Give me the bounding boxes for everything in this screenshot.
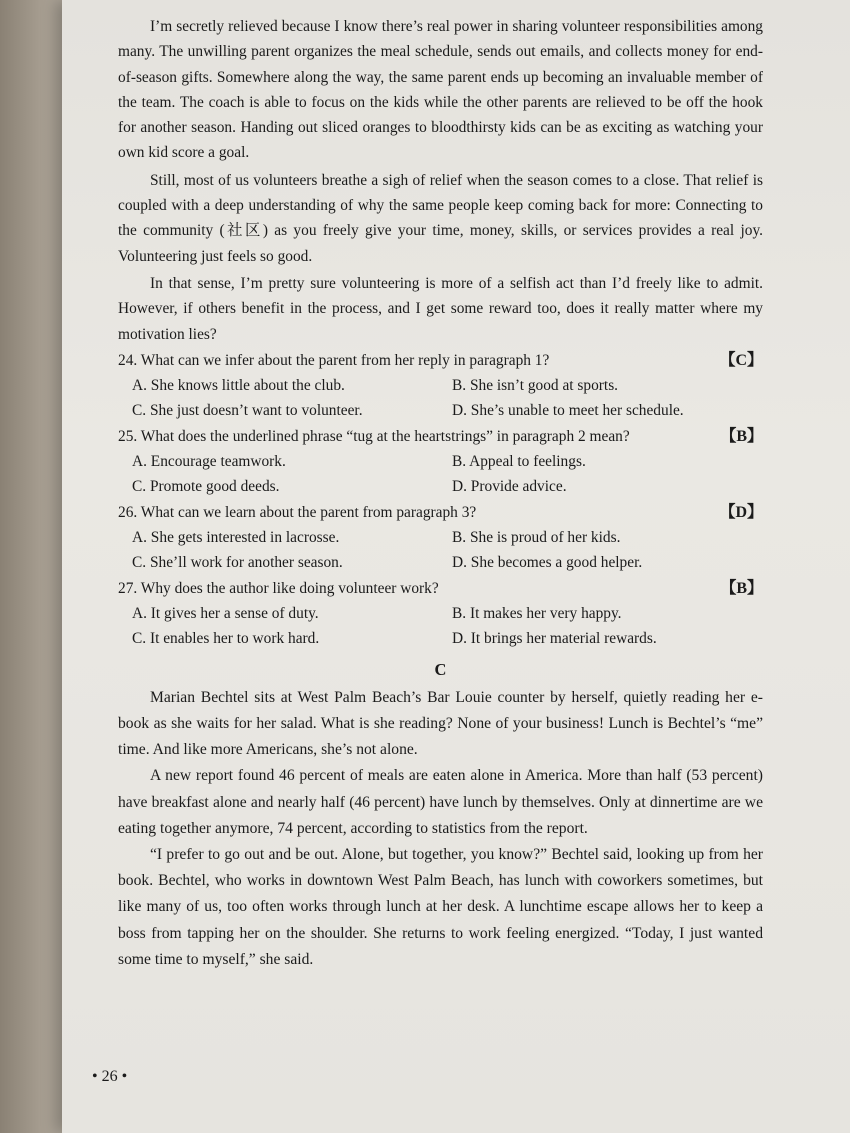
section-heading: C	[434, 660, 447, 680]
option-d: D. She becomes a good helper.	[452, 554, 643, 572]
option-c: C. She’ll work for another season.	[132, 554, 343, 572]
answer-key: 【C】	[719, 351, 763, 369]
question-stem: 26. What can we learn about the parent from paragraph 3?	[118, 503, 477, 521]
answer-key: 【B】	[720, 579, 763, 597]
paragraph: Marian Bechtel sits at West Palm Beach’s Bar Louie counter by herself, quietly reading her e-book as she waits for her salad. What is she reading? None of your business! Lunch is Bechtel’s “me” time. And like more Americans, she’s not alone.	[118, 688, 763, 759]
question-24	[118, 348, 763, 424]
option-b: B. It makes her very happy.	[452, 604, 622, 622]
page-number: • 26 •	[92, 1068, 128, 1085]
option-b: B. She is proud of her kids.	[452, 528, 621, 546]
option-a: A. She gets interested in lacrosse.	[132, 528, 340, 546]
question-stem: 24. What can we infer about the parent from her reply in paragraph 1?	[118, 351, 550, 369]
paragraph: Still, most of us volunteers breathe a sigh of relief when the season comes to a close. That relief is coupled with a deep understanding of why the same people keep coming back for more: Connecting to the community (社区) as you freely give your time, money, skills, or services provides a real joy. Volunteering just feels so good.	[118, 171, 763, 265]
question-stem: 27. Why does the author like doing volunteer work?	[118, 579, 439, 597]
option-a: A. It gives her a sense of duty.	[132, 604, 319, 622]
options	[118, 449, 763, 500]
option-d: D. She’s unable to meet her schedule.	[452, 402, 684, 420]
paragraph: In that sense, I’m pretty sure volunteering is more of a selfish act than I’d freely like to admit. However, if others benefit in the process, and I get some reward too, does it really matter where my motivation lies?	[118, 274, 763, 343]
answer-key: 【D】	[719, 503, 763, 521]
page-content	[118, 14, 763, 973]
passage-c	[118, 685, 763, 973]
question-27	[118, 576, 763, 652]
option-c: C. Promote good deeds.	[132, 478, 280, 496]
answer-key: 【B】	[720, 427, 763, 445]
option-a: A. She knows little about the club.	[132, 377, 345, 395]
option-b: B. Appeal to feelings.	[452, 453, 586, 471]
paragraph: “I prefer to go out and be out. Alone, but together, you know?” Bechtel said, looking up from her book. Bechtel, who works in downtown West Palm Beach, has lunch with coworkers sometimes, but like many of us, too often works through lunch at her desk. A lunchtime escape allows her to keep a boss from tapping her on the shoulder. She returns to work feeling energized. “Today, I just wanted some time to myself,” she said.	[118, 845, 763, 968]
option-c: C. She just doesn’t want to volunteer.	[132, 402, 363, 420]
option-d: D. It brings her material rewards.	[452, 630, 657, 648]
option-a: A. Encourage teamwork.	[132, 453, 286, 471]
options	[118, 601, 763, 652]
option-b: B. She isn’t good at sports.	[452, 377, 619, 395]
question-25	[118, 424, 763, 500]
options	[118, 525, 763, 576]
question-26	[118, 500, 763, 576]
paragraph: I’m secretly relieved because I know there’s real power in sharing volunteer responsibilities among many. The unwilling parent organizes the meal schedule, sends out emails, and collects money for end-of-season gifts. Somewhere along the way, the same parent ends up becoming an invaluable member of the team. The coach is able to focus on the kids while the other parents are relieved to be off the hook for another season. Handing out sliced oranges to bloodthirsty kids can be as exciting as watching your own kid score a goal.	[118, 18, 763, 162]
option-c: C. It enables her to work hard.	[132, 630, 320, 648]
paragraph: A new report found 46 percent of meals are eaten alone in America. More than half (53 percent) have breakfast alone and nearly half (46 percent) have lunch by themselves. Only at dinnertime are we eating together anymore, 74 percent, according to statistics from the report.	[118, 767, 763, 837]
options	[118, 373, 763, 424]
option-d: D. Provide advice.	[452, 478, 567, 496]
question-stem: 25. What does the underlined phrase “tug at the heartstrings” in paragraph 2 mean?	[118, 427, 630, 445]
